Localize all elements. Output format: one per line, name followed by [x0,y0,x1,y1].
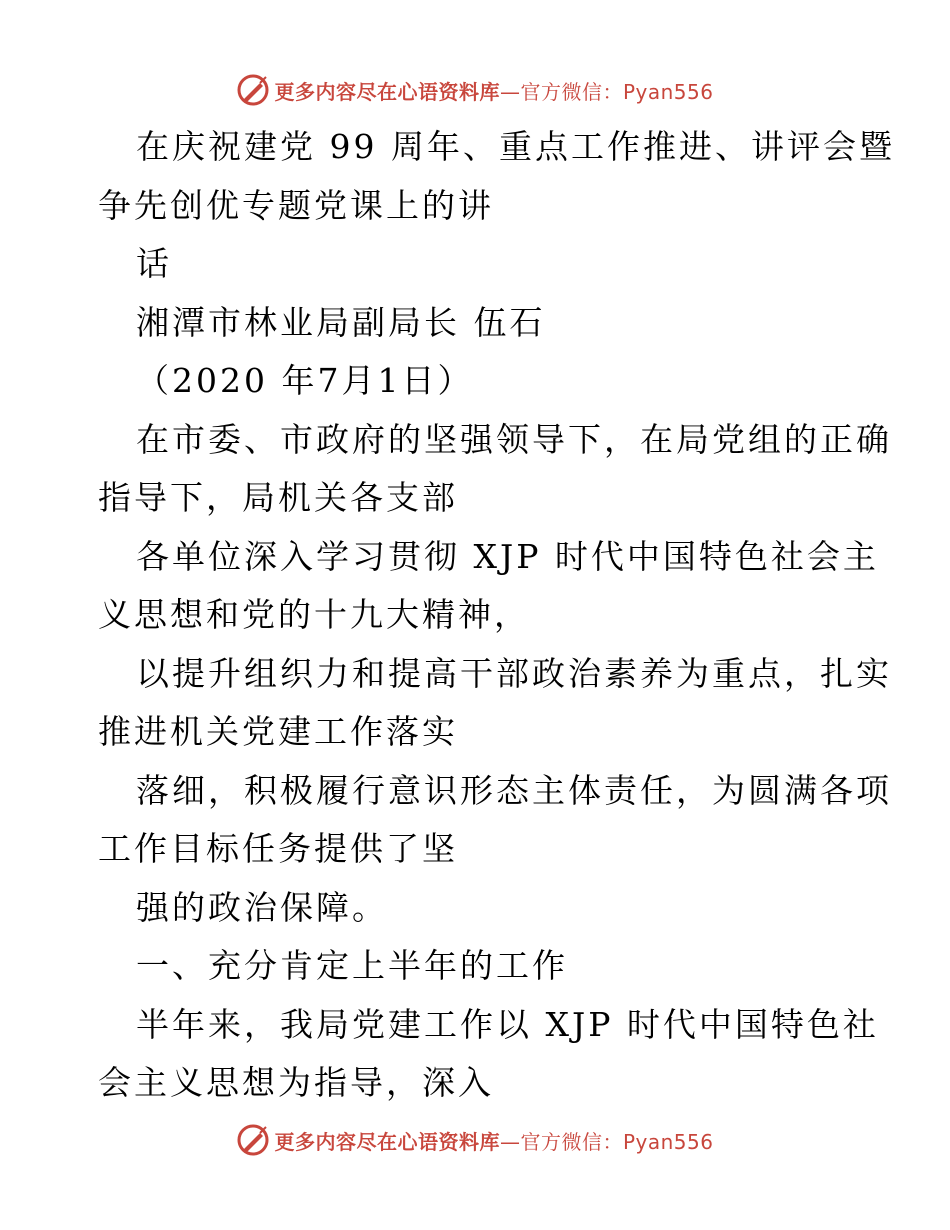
document-line: 以提升组织力和提高干部政治素养为重点，扎实 [136,653,892,693]
document-line: 落细，积极履行意识形态主体责任，为圆满各项 [136,770,892,810]
document-line: 半年来，我局党建工作以 XJP 时代中国特色社 [136,1004,879,1044]
document-line: 义思想和党的十九大精神， [98,595,530,634]
quill-pen-logo-icon [236,73,270,107]
document-line: （2020 年7月1日） [136,361,474,400]
watermark-footer [0,1120,950,1160]
watermark-dash: — [499,1129,521,1154]
document-line: 指导下，局机关各支部 [98,478,458,517]
document-line: 各单位深入学习贯彻 XJP 时代中国特色社会主 [136,536,879,576]
document-line: 强的政治保障。 [136,887,388,927]
document-line: 工作目标任务提供了坚 [98,829,458,868]
watermark-text [274,76,713,105]
watermark-header [0,70,950,110]
document-line: 话 [136,244,172,283]
document-line: 争先创优专题党课上的讲 [98,185,494,225]
watermark-sub: 官方微信：Pyan556 [520,1129,714,1154]
watermark-main: 更多内容尽在心语资料库 [274,1129,500,1154]
watermark-text [274,1126,713,1155]
document-line: 湘潭市林业局副局长 伍石 [136,302,546,342]
document-body [98,118,895,1113]
document-line: 在市委、市政府的坚强领导下，在局党组的正确 [136,419,892,459]
watermark-main: 更多内容尽在心语资料库 [274,79,500,104]
quill-pen-logo-icon [236,1123,270,1157]
document-line: 推进机关党建工作落实 [98,712,458,751]
document-line: 会主义思想为指导，深入 [98,1063,494,1102]
watermark-sub: 官方微信：Pyan556 [520,79,714,104]
document-line: 一、充分肯定上半年的工作 [136,946,568,985]
watermark-dash: — [499,79,521,104]
document-line: 在庆祝建党 99 周年、重点工作推进、讲评会暨 [136,127,895,166]
